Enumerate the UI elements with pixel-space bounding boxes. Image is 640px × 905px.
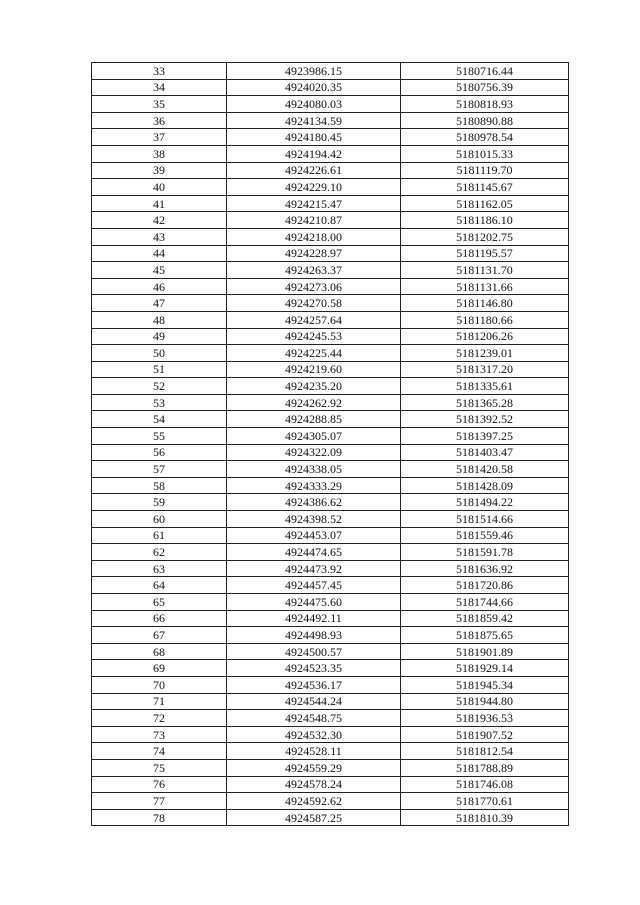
- point-number-cell: 49: [92, 328, 227, 345]
- point-number-cell: 75: [92, 759, 227, 776]
- y-coordinate-cell: 5181636.92: [401, 560, 569, 577]
- y-coordinate-cell: 5181812.54: [401, 743, 569, 760]
- table-row: [92, 212, 569, 229]
- table-row: [92, 577, 569, 594]
- table-row: [92, 776, 569, 793]
- point-number-cell: 50: [92, 345, 227, 362]
- y-coordinate-cell: 5181392.52: [401, 411, 569, 428]
- y-coordinate-cell: 5181180.66: [401, 311, 569, 328]
- table-row: [92, 477, 569, 494]
- x-coordinate-cell: 4924559.29: [227, 759, 401, 776]
- y-coordinate-cell: 5181195.57: [401, 245, 569, 262]
- table-row: [92, 96, 569, 113]
- point-number-cell: 37: [92, 129, 227, 146]
- table-row: [92, 643, 569, 660]
- x-coordinate-cell: 4924592.62: [227, 793, 401, 810]
- table-row: [92, 79, 569, 96]
- table-row: [92, 511, 569, 528]
- x-coordinate-cell: 4924225.44: [227, 345, 401, 362]
- y-coordinate-cell: 5181936.53: [401, 710, 569, 727]
- table-row: [92, 129, 569, 146]
- table-row: [92, 560, 569, 577]
- table-row: [92, 693, 569, 710]
- x-coordinate-cell: 4924475.60: [227, 594, 401, 611]
- table-row: [92, 179, 569, 196]
- table-row: [92, 594, 569, 611]
- x-coordinate-cell: 4924398.52: [227, 511, 401, 528]
- table-row: [92, 676, 569, 693]
- y-coordinate-cell: 5181907.52: [401, 726, 569, 743]
- point-number-cell: 39: [92, 162, 227, 179]
- table-row: [92, 710, 569, 727]
- y-coordinate-cell: 5180756.39: [401, 79, 569, 96]
- x-coordinate-cell: 4924338.05: [227, 461, 401, 478]
- y-coordinate-cell: 5181131.66: [401, 278, 569, 295]
- x-coordinate-cell: 4924245.53: [227, 328, 401, 345]
- point-number-cell: 69: [92, 660, 227, 677]
- x-coordinate-cell: 4924134.59: [227, 112, 401, 129]
- x-coordinate-cell: 4924228.97: [227, 245, 401, 262]
- y-coordinate-cell: 5181514.66: [401, 511, 569, 528]
- table-row: [92, 345, 569, 362]
- table-row: [92, 262, 569, 279]
- table-row: [92, 461, 569, 478]
- point-number-cell: 47: [92, 295, 227, 312]
- y-coordinate-cell: 5181770.61: [401, 793, 569, 810]
- table-row: [92, 743, 569, 760]
- x-coordinate-cell: 4924322.09: [227, 444, 401, 461]
- y-coordinate-cell: 5181859.42: [401, 610, 569, 627]
- x-coordinate-cell: 4924587.25: [227, 809, 401, 826]
- x-coordinate-cell: 4924229.10: [227, 179, 401, 196]
- x-coordinate-cell: 4924262.92: [227, 394, 401, 411]
- x-coordinate-cell: 4924457.45: [227, 577, 401, 594]
- table-row: [92, 411, 569, 428]
- y-coordinate-cell: 5181929.14: [401, 660, 569, 677]
- point-number-cell: 51: [92, 361, 227, 378]
- y-coordinate-cell: 5180890.88: [401, 112, 569, 129]
- x-coordinate-cell: 4924492.11: [227, 610, 401, 627]
- x-coordinate-cell: 4924020.35: [227, 79, 401, 96]
- x-coordinate-cell: 4924288.85: [227, 411, 401, 428]
- x-coordinate-cell: 4924386.62: [227, 494, 401, 511]
- table-row: [92, 378, 569, 395]
- y-coordinate-cell: 5181335.61: [401, 378, 569, 395]
- x-coordinate-cell: 4924548.75: [227, 710, 401, 727]
- point-number-cell: 76: [92, 776, 227, 793]
- x-coordinate-cell: 4924453.07: [227, 527, 401, 544]
- table-row: [92, 228, 569, 245]
- y-coordinate-cell: 5181397.25: [401, 428, 569, 445]
- point-number-cell: 52: [92, 378, 227, 395]
- y-coordinate-cell: 5181202.75: [401, 228, 569, 245]
- point-number-cell: 62: [92, 544, 227, 561]
- point-number-cell: 63: [92, 560, 227, 577]
- x-coordinate-cell: 4924305.07: [227, 428, 401, 445]
- x-coordinate-cell: 4924215.47: [227, 195, 401, 212]
- x-coordinate-cell: 4924536.17: [227, 676, 401, 693]
- x-coordinate-cell: 4924180.45: [227, 129, 401, 146]
- point-number-cell: 65: [92, 594, 227, 611]
- y-coordinate-cell: 5181744.66: [401, 594, 569, 611]
- x-coordinate-cell: 4924263.37: [227, 262, 401, 279]
- x-coordinate-cell: 4924226.61: [227, 162, 401, 179]
- x-coordinate-cell: 4924273.06: [227, 278, 401, 295]
- table-row: [92, 361, 569, 378]
- point-number-cell: 71: [92, 693, 227, 710]
- point-number-cell: 43: [92, 228, 227, 245]
- x-coordinate-cell: 4924210.87: [227, 212, 401, 229]
- point-number-cell: 68: [92, 643, 227, 660]
- table-row: [92, 145, 569, 162]
- point-number-cell: 57: [92, 461, 227, 478]
- y-coordinate-cell: 5181420.58: [401, 461, 569, 478]
- point-number-cell: 38: [92, 145, 227, 162]
- table-row: [92, 809, 569, 826]
- table-row: [92, 527, 569, 544]
- y-coordinate-cell: 5181119.70: [401, 162, 569, 179]
- y-coordinate-cell: 5181206.26: [401, 328, 569, 345]
- point-number-cell: 64: [92, 577, 227, 594]
- y-coordinate-cell: 5181317.20: [401, 361, 569, 378]
- y-coordinate-cell: 5181494.22: [401, 494, 569, 511]
- point-number-cell: 66: [92, 610, 227, 627]
- y-coordinate-cell: 5181428.09: [401, 477, 569, 494]
- point-number-cell: 42: [92, 212, 227, 229]
- point-number-cell: 72: [92, 710, 227, 727]
- y-coordinate-cell: 5181186.10: [401, 212, 569, 229]
- x-coordinate-cell: 4924219.60: [227, 361, 401, 378]
- table-row: [92, 245, 569, 262]
- table-row: [92, 544, 569, 561]
- table-row: [92, 328, 569, 345]
- point-number-cell: 55: [92, 428, 227, 445]
- y-coordinate-cell: 5181403.47: [401, 444, 569, 461]
- x-coordinate-cell: 4924528.11: [227, 743, 401, 760]
- point-number-cell: 44: [92, 245, 227, 262]
- y-coordinate-cell: 5181901.89: [401, 643, 569, 660]
- table-row: [92, 278, 569, 295]
- table-row: [92, 726, 569, 743]
- table-row: [92, 627, 569, 644]
- point-number-cell: 78: [92, 809, 227, 826]
- table-row: [92, 759, 569, 776]
- point-number-cell: 36: [92, 112, 227, 129]
- table-row: [92, 394, 569, 411]
- y-coordinate-cell: 5181146.80: [401, 295, 569, 312]
- point-number-cell: 59: [92, 494, 227, 511]
- point-number-cell: 45: [92, 262, 227, 279]
- point-number-cell: 46: [92, 278, 227, 295]
- point-number-cell: 33: [92, 63, 227, 80]
- y-coordinate-cell: 5181239.01: [401, 345, 569, 362]
- x-coordinate-cell: 4924544.24: [227, 693, 401, 710]
- point-number-cell: 53: [92, 394, 227, 411]
- table-row: [92, 295, 569, 312]
- table-row: [92, 112, 569, 129]
- y-coordinate-cell: 5181131.70: [401, 262, 569, 279]
- x-coordinate-cell: 4924270.58: [227, 295, 401, 312]
- table-row: [92, 63, 569, 80]
- y-coordinate-cell: 5181145.67: [401, 179, 569, 196]
- point-number-cell: 56: [92, 444, 227, 461]
- table-row: [92, 162, 569, 179]
- table-row: [92, 195, 569, 212]
- x-coordinate-cell: 4924080.03: [227, 96, 401, 113]
- point-number-cell: 60: [92, 511, 227, 528]
- table-row: [92, 660, 569, 677]
- table-row: [92, 610, 569, 627]
- point-number-cell: 40: [92, 179, 227, 196]
- y-coordinate-cell: 5181875.65: [401, 627, 569, 644]
- y-coordinate-cell: 5181365.28: [401, 394, 569, 411]
- table-row: [92, 494, 569, 511]
- y-coordinate-cell: 5180818.93: [401, 96, 569, 113]
- y-coordinate-cell: 5181591.78: [401, 544, 569, 561]
- point-number-cell: 67: [92, 627, 227, 644]
- x-coordinate-cell: 4924257.64: [227, 311, 401, 328]
- point-number-cell: 58: [92, 477, 227, 494]
- point-number-cell: 73: [92, 726, 227, 743]
- x-coordinate-cell: 4924194.42: [227, 145, 401, 162]
- y-coordinate-cell: 5181015.33: [401, 145, 569, 162]
- x-coordinate-cell: 4924473.92: [227, 560, 401, 577]
- x-coordinate-cell: 4924523.35: [227, 660, 401, 677]
- coordinates-table-body: [92, 63, 569, 826]
- x-coordinate-cell: 4923986.15: [227, 63, 401, 80]
- y-coordinate-cell: 5181788.89: [401, 759, 569, 776]
- point-number-cell: 35: [92, 96, 227, 113]
- y-coordinate-cell: 5181559.46: [401, 527, 569, 544]
- table-row: [92, 444, 569, 461]
- x-coordinate-cell: 4924500.57: [227, 643, 401, 660]
- y-coordinate-cell: 5180716.44: [401, 63, 569, 80]
- x-coordinate-cell: 4924474.65: [227, 544, 401, 561]
- y-coordinate-cell: 5181945.34: [401, 676, 569, 693]
- point-number-cell: 34: [92, 79, 227, 96]
- y-coordinate-cell: 5181720.86: [401, 577, 569, 594]
- table-row: [92, 311, 569, 328]
- x-coordinate-cell: 4924333.29: [227, 477, 401, 494]
- y-coordinate-cell: 5181810.39: [401, 809, 569, 826]
- point-number-cell: 61: [92, 527, 227, 544]
- point-number-cell: 48: [92, 311, 227, 328]
- point-number-cell: 54: [92, 411, 227, 428]
- x-coordinate-cell: 4924532.30: [227, 726, 401, 743]
- table-row: [92, 428, 569, 445]
- point-number-cell: 77: [92, 793, 227, 810]
- y-coordinate-cell: 5180978.54: [401, 129, 569, 146]
- point-number-cell: 41: [92, 195, 227, 212]
- x-coordinate-cell: 4924498.93: [227, 627, 401, 644]
- x-coordinate-cell: 4924235.20: [227, 378, 401, 395]
- coordinates-table: [91, 62, 569, 826]
- y-coordinate-cell: 5181162.05: [401, 195, 569, 212]
- point-number-cell: 74: [92, 743, 227, 760]
- point-number-cell: 70: [92, 676, 227, 693]
- x-coordinate-cell: 4924578.24: [227, 776, 401, 793]
- y-coordinate-cell: 5181746.08: [401, 776, 569, 793]
- x-coordinate-cell: 4924218.00: [227, 228, 401, 245]
- table-row: [92, 793, 569, 810]
- y-coordinate-cell: 5181944.80: [401, 693, 569, 710]
